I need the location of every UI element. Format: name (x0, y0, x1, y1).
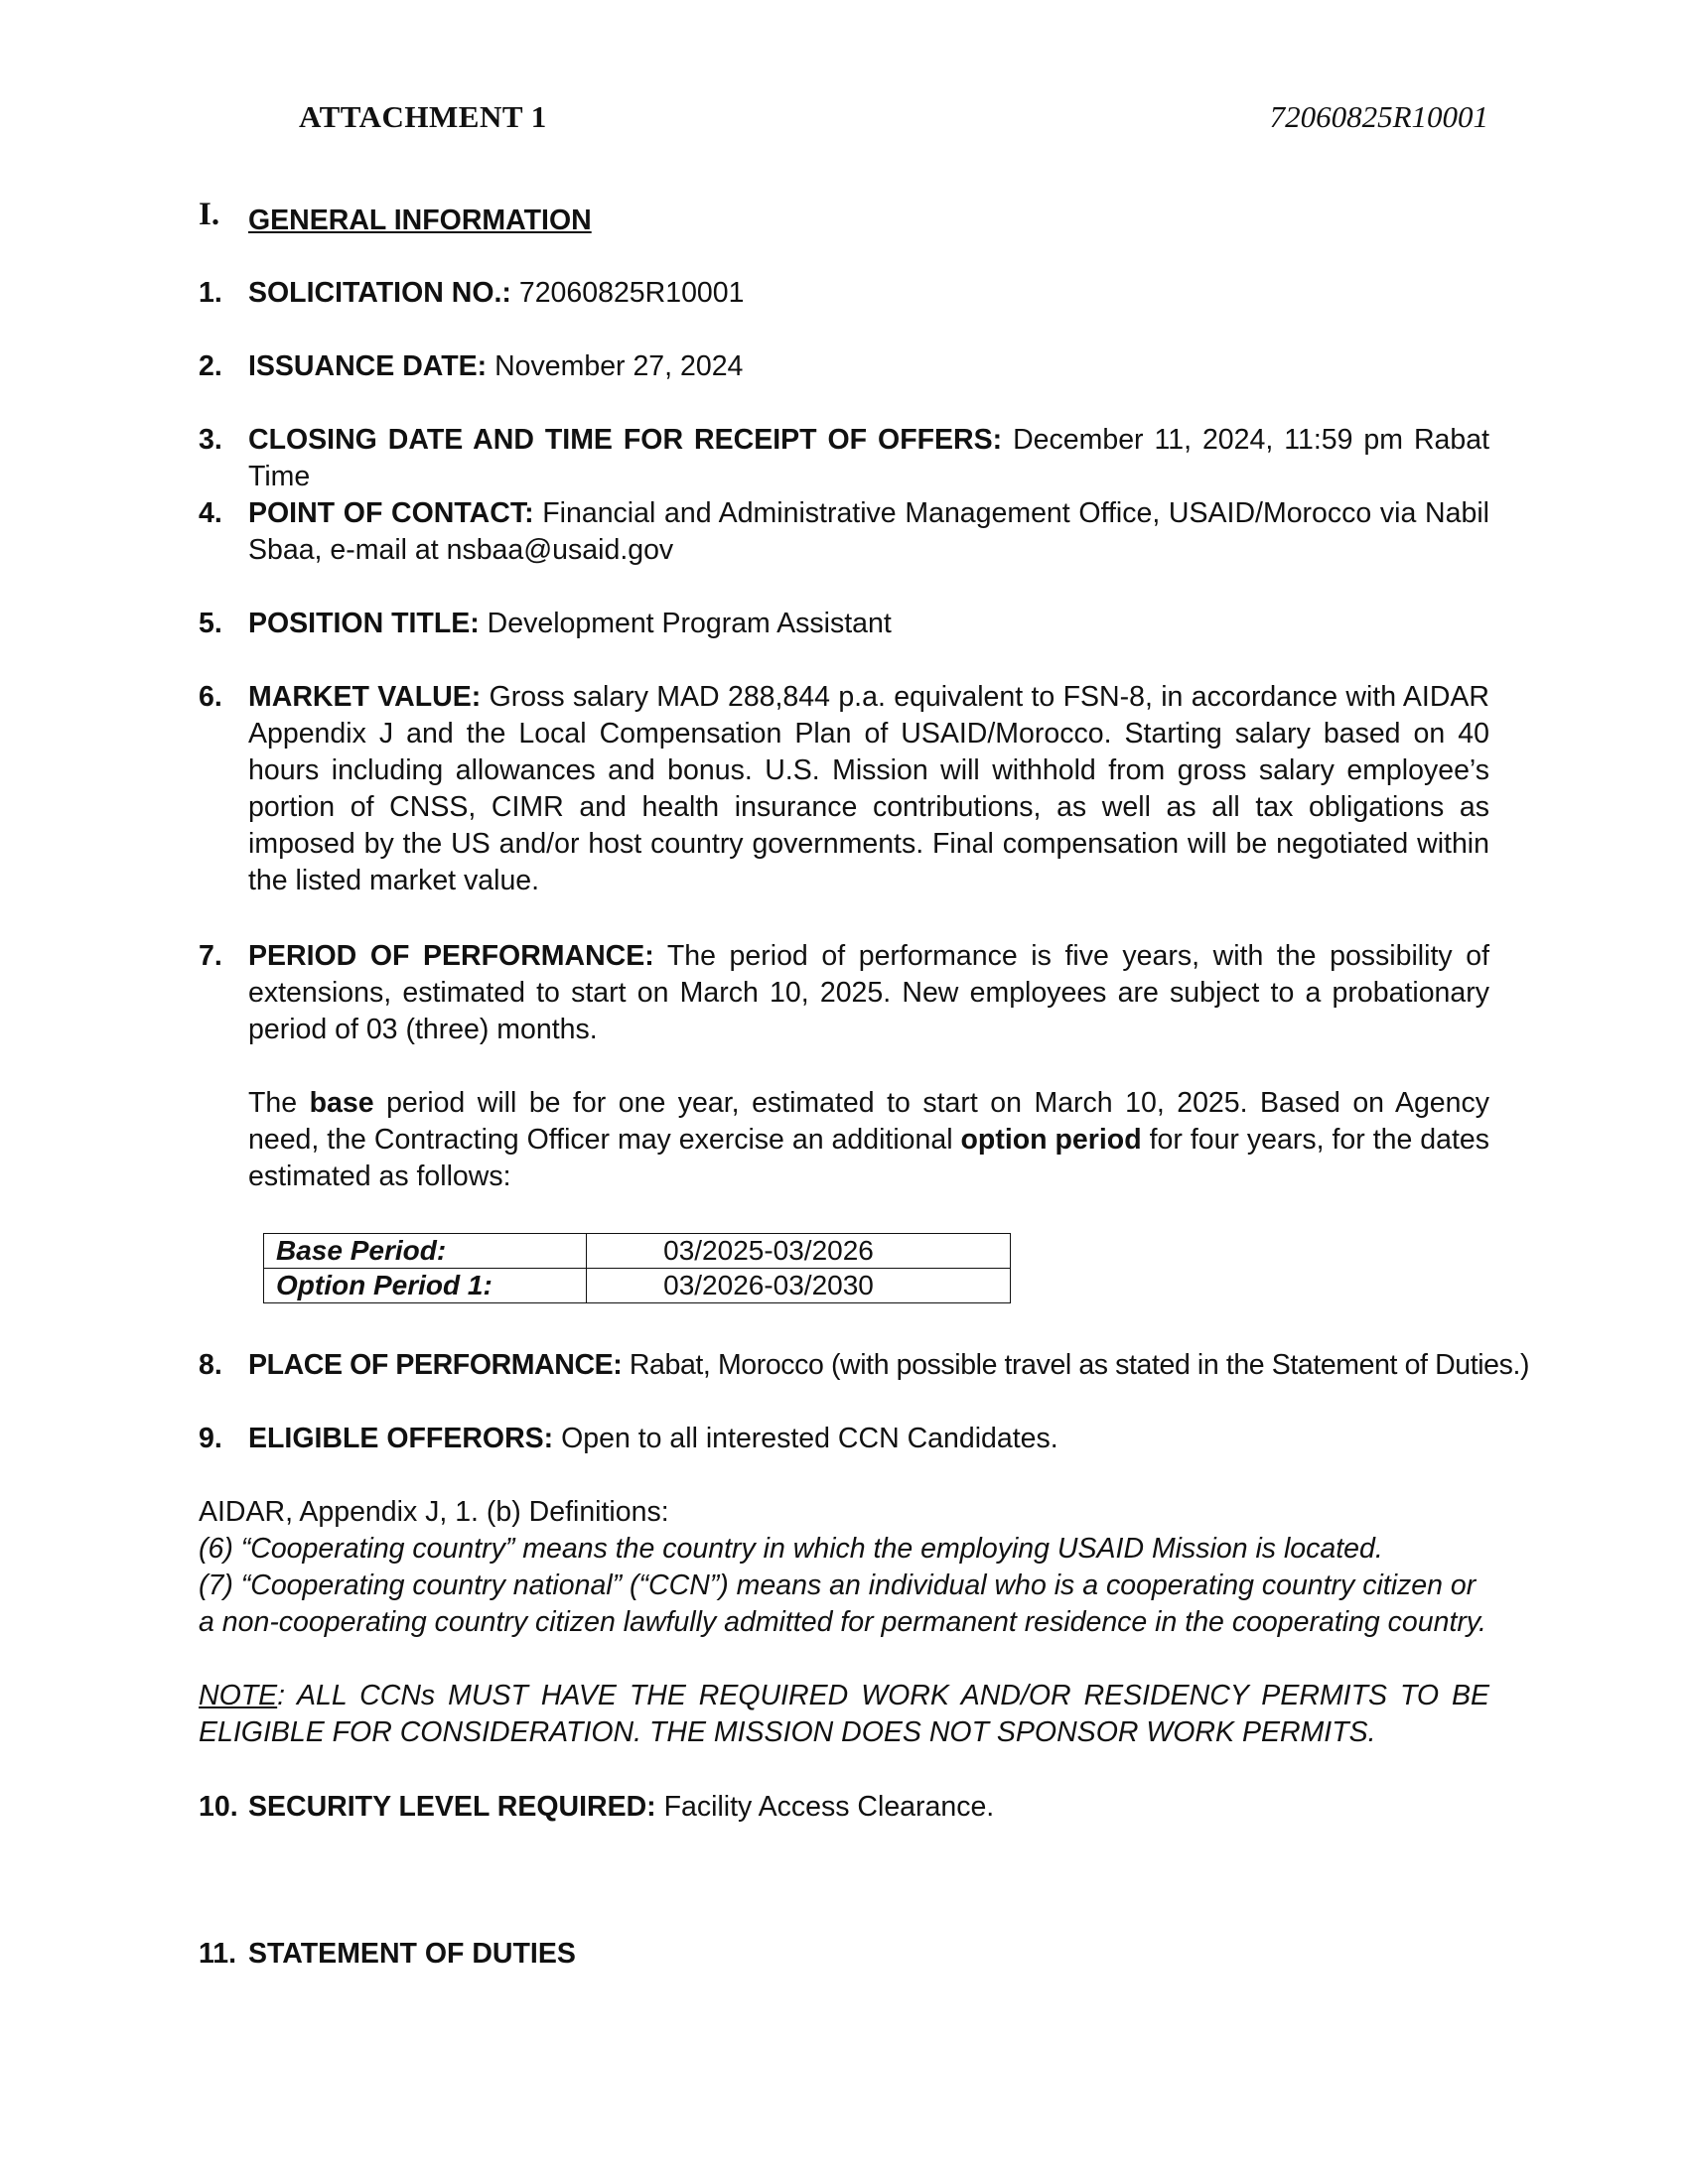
section-title: GENERAL INFORMATION (248, 205, 592, 236)
item-text: Financial and Administrative Management Office, USAID/Morocco via Nabil Sbaa, e-mail at nsbaa@usaid.gov (248, 497, 1489, 566)
item-number: 11. (199, 1938, 237, 1970)
item-issuance-date (199, 348, 1489, 385)
item-label: SECURITY LEVEL REQUIRED: (248, 1791, 656, 1823)
aidar-heading: AIDAR, Appendix J, 1. (b) Definitions: (199, 1496, 669, 1528)
item-position-title (199, 606, 1489, 642)
text-run: for four years, for the dates estimated as follows: (248, 1124, 1489, 1192)
item-label: PLACE OF PERFORMANCE: (248, 1349, 623, 1381)
section-numeral: I. (199, 197, 220, 232)
item-text: Facility Access Clearance. (655, 1791, 995, 1823)
text-run: The (248, 1087, 310, 1119)
item-number: 3. (199, 424, 222, 456)
item-text: Gross salary MAD 288,844 p.a. equivalent to FSN-8, in accordance with AIDAR Appendix J and the Local Compensation Plan of USAID/Morocco. Starting salary based on 40 hours including allowances and bonus. U.S. Mission will withhold from gross salary employee’s portion of CNSS, CIMR and health insurance contributions, as well as all tax obligations as imposed by the US and/or host country governments. Final compensation will be negotiated within the listed market value. (248, 681, 1489, 896)
period-dates: 03/2025-03/2026 (587, 1234, 1011, 1269)
note-paragraph (199, 1678, 1489, 1751)
item-text: The period of performance is five years, with the possibility of extensions, estimated to start on March 10, 2025. New employees are subject to a probationary period of 03 (three) months. (248, 940, 1489, 1045)
item-label: SOLICITATION NO.: (248, 277, 511, 309)
note-label: NOTE (199, 1680, 278, 1711)
item-point-of-contact (199, 495, 1489, 569)
definition-7: (7) “Cooperating country national” (“CCN”) means an individual who is a cooperating country citizen or a non-cooperating country citizen lawfully admitted for permanent residence in the cooperating country. (199, 1570, 1486, 1638)
item-solicitation-no (199, 275, 1489, 312)
table-row (264, 1234, 1011, 1269)
item-statement-of-duties (199, 1936, 1489, 1973)
solicitation-reference: 72060825R10001 (1269, 99, 1488, 134)
item-label: ELIGIBLE OFFERORS: (248, 1423, 554, 1454)
item-number: 1. (199, 277, 222, 309)
item-label: MARKET VALUE: (248, 681, 482, 713)
item-place-of-performance (199, 1347, 1530, 1384)
aidar-definitions (199, 1494, 1489, 1641)
item-label: POSITION TITLE: (248, 608, 480, 639)
item-number: 5. (199, 608, 222, 639)
text-run: period will be for one year, estimated to start on March 10, 2025. Based on Agency need, the Contracting Officer may exercise an additional (248, 1087, 1490, 1156)
item-label: POINT OF CONTACT: (248, 497, 534, 529)
item-closing-date (199, 422, 1489, 495)
attachment-title: ATTACHMENT 1 (299, 99, 547, 134)
item-period-of-performance (199, 938, 1489, 1048)
item-number: 10. (199, 1791, 238, 1823)
bold-term-base: base (309, 1087, 374, 1119)
item-number: 6. (199, 681, 222, 713)
item-text: 72060825R10001 (510, 277, 745, 309)
base-period-paragraph (248, 1085, 1489, 1195)
period-label: Option Period 1: (264, 1269, 587, 1303)
period-dates: 03/2026-03/2030 (587, 1269, 1011, 1303)
item-text: December 11, 2024, 11:59 pm Rabat Time (248, 424, 1489, 492)
item-number: 2. (199, 350, 222, 382)
item-label: ISSUANCE DATE: (248, 350, 488, 382)
item-label: STATEMENT OF DUTIES (248, 1938, 576, 1970)
item-label: PERIOD OF PERFORMANCE: (248, 940, 654, 972)
item-number: 4. (199, 497, 222, 529)
item-number: 9. (199, 1423, 222, 1454)
bold-term-option-period: option period (960, 1124, 1142, 1156)
item-text: Rabat, Morocco (with possible travel as stated in the Statement of Duties.) (622, 1349, 1530, 1381)
item-number: 8. (199, 1349, 222, 1381)
periods-table (263, 1233, 1011, 1303)
item-market-value (199, 679, 1489, 899)
item-text: Development Program Assistant (479, 608, 892, 639)
period-label: Base Period: (264, 1234, 587, 1269)
item-text: November 27, 2024 (487, 350, 744, 382)
table-row (264, 1269, 1011, 1303)
item-label: CLOSING DATE AND TIME FOR RECEIPT OF OFFERS: (248, 424, 1003, 456)
definition-6: (6) “Cooperating country” means the country in which the employing USAID Mission is located. (199, 1533, 1383, 1565)
note-text: : ALL CCNs MUST HAVE THE REQUIRED WORK AND/OR RESIDENCY PERMITS TO BE ELIGIBLE FOR CONSIDERATION. THE MISSION DOES NOT SPONSOR WORK PERMITS. (199, 1680, 1489, 1748)
item-text: Open to all interested CCN Candidates. (553, 1423, 1058, 1454)
item-security-level (199, 1789, 1489, 1826)
item-number: 7. (199, 940, 222, 972)
item-eligible-offerors (199, 1421, 1489, 1457)
